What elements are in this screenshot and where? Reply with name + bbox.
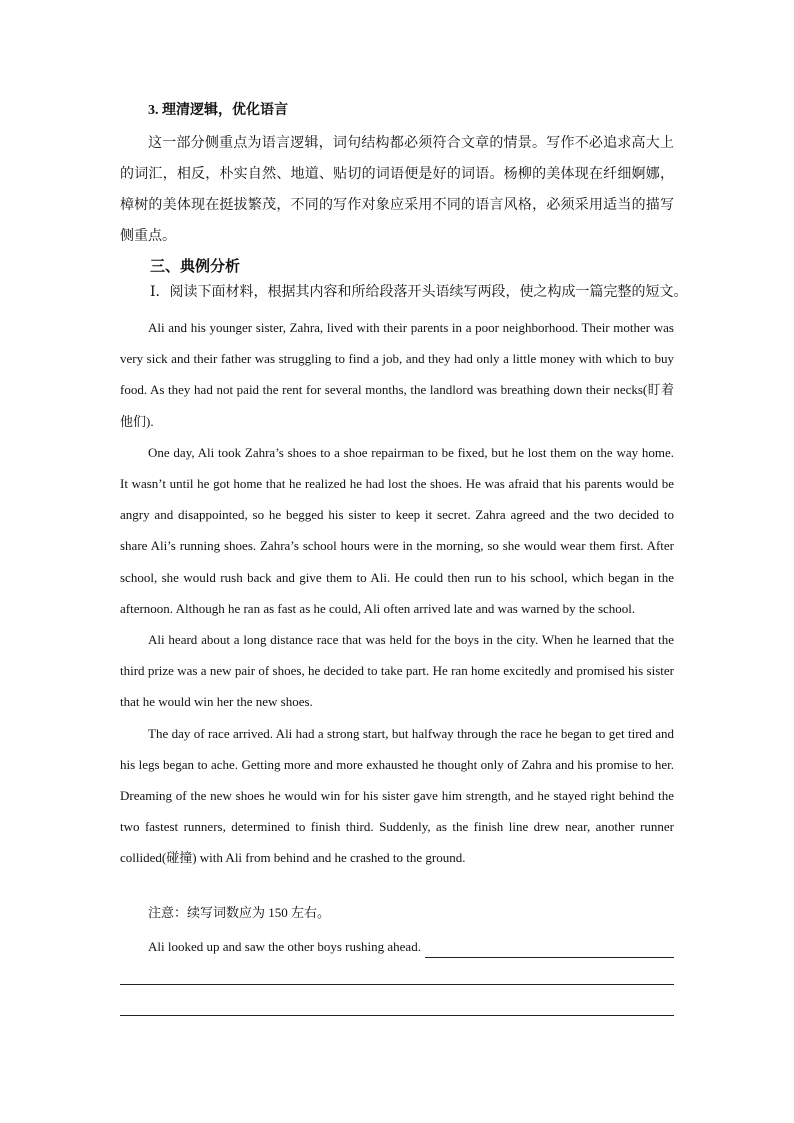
- section-3-body: 这一部分侧重点为语言逻辑，词句结构都必须符合文章的情景。写作不必追求高大上的词汇，相反，朴实自然、地道、贴切的词语便是好的词语。杨柳的美体现在纤细婀娜，樟树的美体现在挺拔繁茂，不同的写作对象应采用不同的语言风格，必须采用适当的描写侧重点。: [120, 136, 674, 244]
- section-3-heading: 3. 理清逻辑，优化语言: [148, 103, 288, 118]
- story-paragraph-2: One day, Ali took Zahra’s shoes to a shoe repairman to be fixed, but he lost them on the way home. It wasn’t until he got home that he realized he had lost the shoes. He was afraid that his parents would be angry and disappointed, so he begged his sister to keep it secret. Zahra agreed and the two decided to share Ali’s running shoes. Zahra’s school hours were in the morning, so she would wear them first. After school, she would rush back and give them to Ali. He could then run to his school, which began in the afternoon. Although he ran as fast as he could, Ali often arrived late and was warned by the school.: [120, 444, 674, 616]
- story-paragraph-3: Ali heard about a long distance race that was held for the boys in the city. When he learned that the third prize was a new pair of shoes, he decided to take part. He ran home excitedly and promised his sister that he would win her the new shoes.: [120, 632, 674, 710]
- story-paragraph-1: Ali and his younger sister, Zahra, lived with their parents in a poor neighborhood. Their mother was very sick and their father was struggling to find a job, and they had only a little money with which to buy food. As they had not paid the rent for several months, the landlord was breathing down their necks(盯着他们).: [120, 320, 674, 429]
- answer-line[interactable]: [120, 984, 674, 985]
- word-count-note: 注意：续写词数应为 150 左右。: [148, 905, 331, 920]
- answer-line[interactable]: [120, 1015, 674, 1016]
- continuation-prompt: [148, 936, 674, 958]
- analysis-heading: 三、典例分析: [150, 259, 241, 275]
- analysis-instruction: Ⅰ．阅读下面材料，根据其内容和所给段落开头语续写两段，使之构成一篇完整的短文。: [150, 285, 688, 300]
- story-paragraph-4: The day of race arrived. Ali had a strong start, but halfway through the race he began to get tired and his legs began to ache. Getting more and more exhausted he thought only of Zahra and his promise to her. Dreaming of the new shoes he would win for his sister gave him strength, and he stayed right behind the two fastest runners, determined to finish third. Suddenly, as the finish line drew near, another runner collided(碰撞) with Ali from behind and he crashed to the ground.: [120, 725, 674, 866]
- answer-blank-line[interactable]: [425, 942, 674, 958]
- story-passage: [120, 312, 674, 874]
- continuation-start-text: Ali looked up and saw the other boys rushing ahead.: [148, 939, 421, 954]
